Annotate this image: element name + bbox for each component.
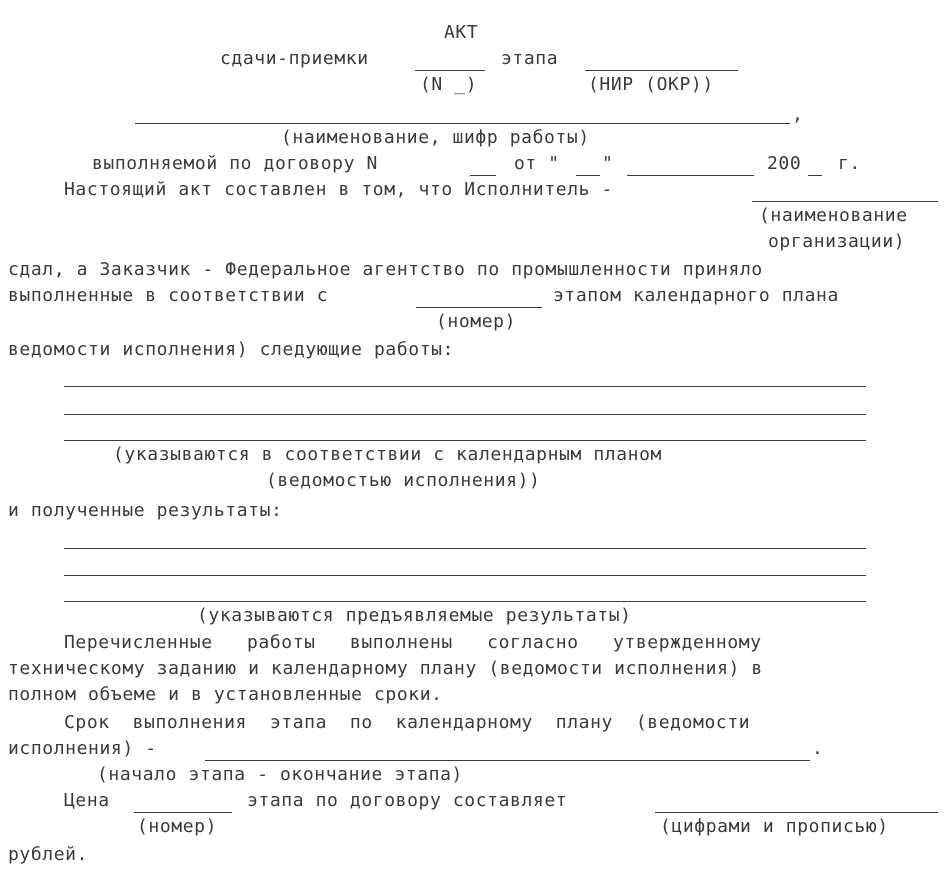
executor-text: Настоящий акт составлен в том, что Исполнитель - — [64, 179, 613, 200]
subtitle-text: сдачи-приемки — [220, 48, 369, 69]
price-amount-blank[interactable] — [655, 812, 938, 813]
doc-title: АКТ — [444, 22, 479, 43]
paragraph-1-line-1: Перечисленные работы выполнены согласно утвержденному — [64, 632, 762, 653]
stage-number-blank-2[interactable] — [416, 307, 542, 308]
results-blank-1[interactable] — [64, 548, 866, 549]
works-text: ведомости исполнения) следующие работы: — [8, 339, 455, 360]
works-hint-2: (ведомостью исполнения)) — [266, 470, 541, 491]
period-hint: (начало этапа - окончание этапа) — [97, 764, 463, 785]
stage-number-blank[interactable] — [415, 70, 485, 71]
contract-from: от " — [514, 153, 560, 174]
price-amount-hint: (цифрами и прописью) — [660, 816, 889, 837]
done-text-b: этапом календарного плана — [553, 285, 839, 306]
executor-blank[interactable] — [752, 201, 938, 202]
contract-number-blank[interactable] — [470, 175, 496, 176]
results-blank-3[interactable] — [64, 601, 866, 602]
period-blank[interactable] — [205, 760, 810, 761]
stage-number-hint: (N _) — [420, 74, 478, 95]
work-type-hint: (НИР (ОКР)) — [588, 74, 714, 95]
results-blank-2[interactable] — [64, 575, 866, 576]
work-type-blank[interactable] — [585, 70, 738, 71]
contract-year-suffix: г. — [838, 153, 861, 174]
price-number-blank[interactable] — [134, 812, 232, 813]
price-text: Цена — [64, 790, 110, 811]
subtitle-stage: этапа — [501, 48, 559, 69]
contract-text: выполняемой по договору N — [92, 153, 378, 174]
results-hint: (указываются предъявляемые результаты) — [197, 605, 632, 626]
executor-hint-2: организации) — [768, 231, 906, 252]
results-text: и полученные результаты: — [8, 500, 283, 521]
paragraph-1-line-2: техническому заданию и календарному плану (ведомости исполнения) в — [8, 658, 763, 679]
work-name-hint: (наименование, шифр работы) — [281, 127, 590, 148]
works-blank-2[interactable] — [64, 414, 866, 415]
contract-day-blank[interactable] — [576, 175, 600, 176]
works-blank-3[interactable] — [64, 440, 866, 441]
works-blank-1[interactable] — [64, 386, 866, 387]
period-dot: . — [812, 738, 824, 759]
rubles-text: рублей. — [8, 844, 89, 865]
paragraph-2-line-1: Срок выполнения этапа по календарному плану (ведомости — [64, 712, 751, 733]
price-number-hint: (номер) — [137, 816, 218, 837]
paragraph-2-line-2: исполнения) - — [8, 738, 157, 759]
number-hint: (номер) — [436, 311, 517, 332]
done-text: выполненные в соответствии с — [8, 285, 329, 306]
works-hint-1: (указываются в соответствии с календарным планом — [113, 444, 662, 465]
customer-text: сдал, а Заказчик - Федеральное агентство по промышленности приняло — [8, 259, 763, 280]
contract-quote: " — [602, 153, 614, 174]
price-text-b: этапа по договору составляет — [247, 790, 568, 811]
work-name-blank[interactable] — [135, 123, 790, 124]
work-name-comma: , — [792, 104, 804, 125]
executor-hint-1: (наименование — [759, 205, 908, 226]
paragraph-1-line-3: полном объеме и в установленные сроки. — [8, 684, 443, 705]
contract-year: 200 — [767, 153, 802, 174]
contract-month-blank[interactable] — [627, 175, 754, 176]
contract-year-blank[interactable] — [808, 175, 822, 176]
